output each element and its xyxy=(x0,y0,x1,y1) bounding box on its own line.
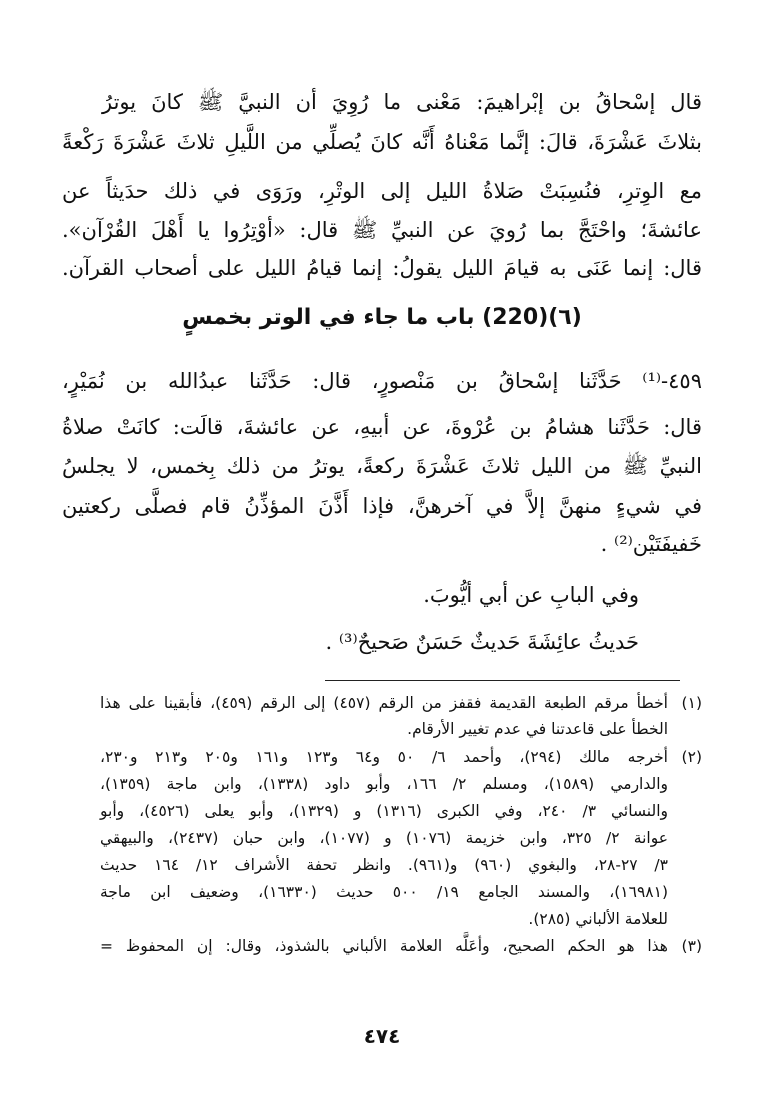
footnote-3-line-1: هذا هو الحكم الصحيح، وأعَلَّه العلامة الألباني بالشذوذ، وقال: إن المحفوظ = xyxy=(100,937,668,955)
footnote-1-marker: (١) xyxy=(681,694,702,712)
intro-line-3: مع الوِترِ، فنُسِبَتْ صَلاةُ الليل إلى الوتْرِ، ورَوَى في ذلك حدَيثاً عن xyxy=(62,179,702,203)
hadith-line-3: النبيِّ ﷺ من الليل ثلاثَ عَشْرَةَ ركعةً، يوترُ من ذلك بِخمس، لا يجلسُ xyxy=(62,454,702,478)
page-number: ٤٧٤ xyxy=(363,1024,401,1048)
footnote-2-line-6: (١٦٩٨١)، والمسند الجامع ١٩/ ٥٠٠ حديث (١٦٣٣٠)، وضعيف ابن ماجة xyxy=(100,883,668,901)
intro-line-4: عائشةَ؛ واحْتَجَّ بما رُويَ عن النبيِّ ﷺ قال: «أوْتِرُوا يا أَهْلَ القُرْآن». xyxy=(62,218,702,242)
intro-line-1: قال إسْحاقُ بن إبْراهيمَ: مَعْنى ما رُوِيَ أن النبيَّ ﷺ كانَ يوترُ xyxy=(102,90,702,114)
footnote-1-line-1: أخطأ مرقم الطبعة القديمة فقفز من الرقم (٤٥٧) إلى الرقم (٤٥٩)، فأبقينا على هذا xyxy=(100,694,668,712)
hadith-grading: حَديثُ عائِشَةَ حَديثٌ حَسَنٌ صَحيحٌ⁽³⁾ . xyxy=(325,630,639,654)
chapter-heading: (٦)(220) باب ما جاء في الوتر بخمسٍ xyxy=(182,305,582,330)
footnote-2-line-3: والنسائي ٣/ ٢٤٠، وفي الكبرى (١٣١٦) و (١٣٢٩)، وأبو يعلى (٤٥٢٦)، وأبو xyxy=(100,802,668,820)
hadith-line-1: ٤٥٩-⁽¹⁾ حَدَّثَنا إسْحاقُ بن مَنْصورٍ، قال: حَدَّثَنا عبدُالله بن نُمَيْرٍ، xyxy=(62,369,702,393)
footnote-2-line-5: ٣/ ٢٧-٢٨، والبغوي (٩٦٠) و(٩٦١). وانظر تحفة الأشراف ١٢/ ١٦٤ حديث xyxy=(100,856,668,874)
hadith-line-2: قال: حَدَّثَنا هشامُ بن عُرْوةَ، عن أبيهِ، عن عائشةَ، قالَت: كانَتْ صلاةُ xyxy=(62,415,702,439)
footnote-2-line-1: أخرجه مالك (٢٩٤)، وأحمد ٦/ ٥٠ و٦٤ و١٢٣ و١٦١ و٢٠٥ و٢١٣ و٢٣٠، xyxy=(100,748,668,766)
footnote-3-marker: (٣) xyxy=(681,937,702,955)
intro-line-2: بثلاثَ عَشْرَةَ، قالَ: إنَّما مَعْناهُ أَنَّه كانَ يُصلِّي من اللَّيلِ ثلاثَ عَشْرَةَ رَكْعةً xyxy=(62,130,702,154)
footnote-1-line-2: الخطأ على قاعدتنا في عدم تغيير الأرقام. xyxy=(407,720,668,738)
footnote-2-line-2: والدارمي (١٥٨٩)، ومسلم ٢/ ١٦٦، وأبو داود (١٣٣٨)، وابن ماجة (١٣٥٩)، xyxy=(100,775,669,793)
footnote-2-line-7: للعلامة الألباني (٢٨٥). xyxy=(528,910,668,928)
hadith-line-4: في شيءٍ منهنَّ إلاَّ في آخرهنَّ، فإذا أَذَّنَ المؤذِّنُ قام فصلَّى ركعتين xyxy=(62,494,702,518)
footnote-separator xyxy=(325,680,680,681)
hadith-line-5: خَفيفَتَيْن⁽²⁾ . xyxy=(600,532,702,556)
footnote-2-line-4: عوانة ٢/ ٣٢٥، وابن خزيمة (١٠٧٦) و (١٠٧٧)، وابن حبان (٢٤٣٧)، والبيهقي xyxy=(100,829,668,847)
footnote-2-marker: (٢) xyxy=(681,748,702,766)
intro-line-5: قال: إنما عَنَى به قيامَ الليل يقولُ: إنما قيامُ الليل على أصحاب القرآن. xyxy=(62,256,702,280)
hadith-extra-bab: وفي البابِ عن أبي أيُّوبَ. xyxy=(423,583,639,607)
